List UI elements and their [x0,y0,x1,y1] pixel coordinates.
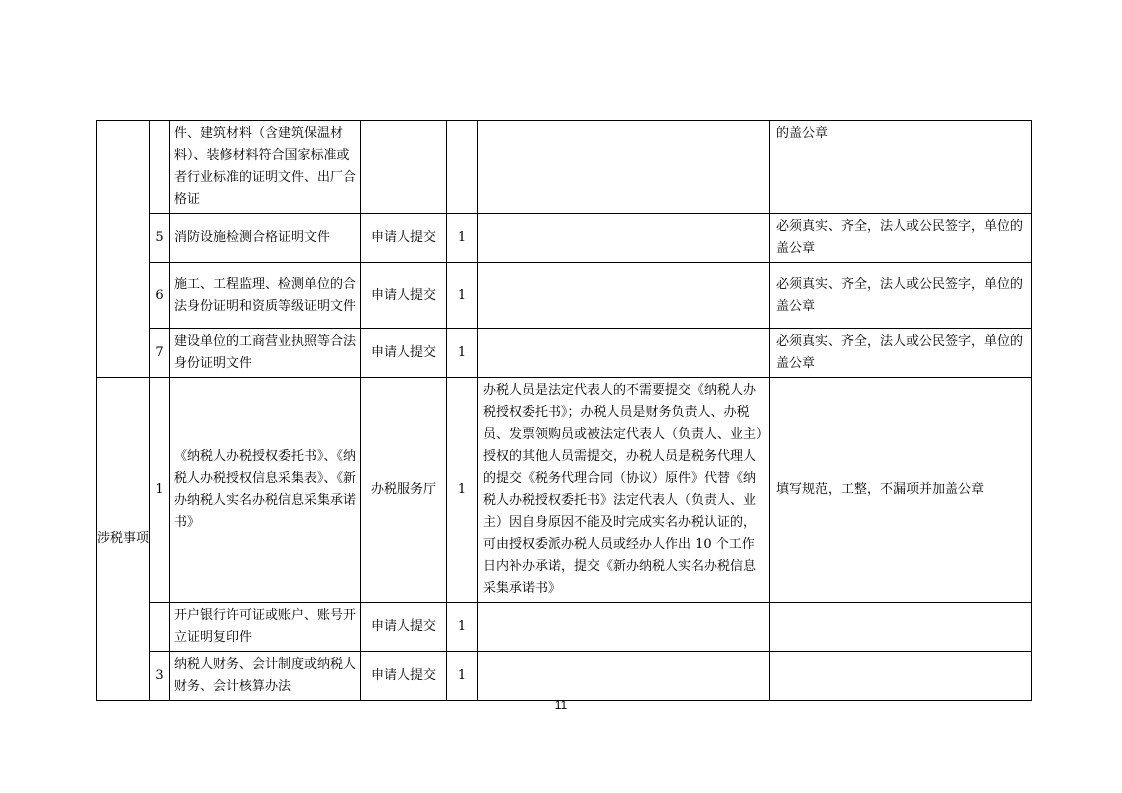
copy-count: 1 [447,263,478,329]
submission-mode: 申请人提交 [361,603,447,652]
material-requirement: 的盖公章 [770,121,1032,214]
material-requirement: 必须真实、齐全，法人或公民签字，单位的盖公章 [770,263,1032,329]
row-index [150,121,170,214]
submission-mode: 办税服务厅 [361,378,447,603]
material-description [478,214,770,263]
row-index: 7 [150,329,170,378]
table-row [97,214,1032,263]
submission-mode: 申请人提交 [361,329,447,378]
submission-mode [361,121,447,214]
material-name: 纳税人财务、会计制度或纳税人财务、会计核算办法 [170,652,361,701]
table-row [97,652,1032,701]
material-requirement [770,603,1032,652]
material-requirement: 填写规范，工整，不漏项并加盖公章 [770,378,1032,603]
page-number: 11 [554,698,568,712]
copy-count: 1 [447,378,478,603]
copy-count: 1 [447,652,478,701]
row-index: 1 [150,378,170,603]
table-row [97,603,1032,652]
material-name: 《纳税人办税授权委托书》、《纳税人办税授权信息采集表》、《新办纳税人实名办税信息采集承诺书》 [170,378,361,603]
table-row [97,378,1032,603]
table-row [97,121,1032,214]
copy-count [447,121,478,214]
row-index: 5 [150,214,170,263]
material-description [478,652,770,701]
material-description [478,121,770,214]
copy-count: 1 [447,603,478,652]
table-row [97,329,1032,378]
row-index [150,603,170,652]
submission-mode: 申请人提交 [361,652,447,701]
row-index: 3 [150,652,170,701]
material-description [478,329,770,378]
material-name: 件、建筑材料（含建筑保温材料）、装修材料符合国家标准或者行业标准的证明文件、出厂合格证 [170,121,361,214]
material-name: 消防设施检测合格证明文件 [170,214,361,263]
copy-count: 1 [447,329,478,378]
material-requirement: 必须真实、齐全，法人或公民签字，单位的盖公章 [770,329,1032,378]
row-index: 6 [150,263,170,329]
requirements-table [96,120,1032,701]
category-cell [97,121,150,378]
material-name: 建设单位的工商营业执照等合法身份证明文件 [170,329,361,378]
material-requirement: 必须真实、齐全，法人或公民签字，单位的盖公章 [770,214,1032,263]
table-row [97,263,1032,329]
material-description: 办税人员是法定代表人的不需要提交《纳税人办税授权委托书》；办税人员是财务负责人、办税员、发票领购员或被法定代表人（负责人、业主）授权的其他人员需提交，办税人员是税务代理人的提交《税务代理合同（协议）原件》代替《纳税人办税授权委托书》法定代表人（负责人、业主）因自身原因不能及时完成实名办税认证的，可由授权委派办税人员或经办人作出 10 个工作日内补办承诺，提交《新办纳税人实名办税信息采集承诺书》 [478,378,770,603]
material-requirement [770,652,1032,701]
material-description [478,603,770,652]
copy-count: 1 [447,214,478,263]
submission-mode: 申请人提交 [361,214,447,263]
material-name: 施工、工程监理、检测单位的合法身份证明和资质等级证明文件 [170,263,361,329]
category-cell: 涉税事项 [97,378,150,701]
material-description [478,263,770,329]
submission-mode: 申请人提交 [361,263,447,329]
material-name: 开户银行许可证或账户、账号开立证明复印件 [170,603,361,652]
